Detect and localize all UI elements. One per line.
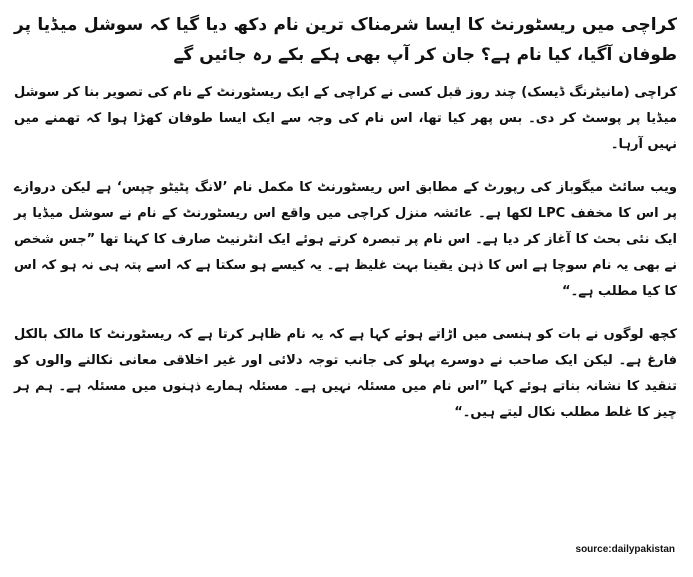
source-credit: source:dailypakistan: [575, 544, 675, 555]
article-paragraph-2: ویب سائٹ میگوباز کی رپورٹ کے مطابق اس ریسٹورنٹ کا مکمل نام ’لانگ پٹیٹو چپس‘ ہے لیکن دروازے پر اس کا مخفف LPC لکھا ہے۔ عائشہ منزل کراچی میں واقع اس ریسٹورنٹ کے نام نے سوشل میڈیا پر ایک نئی بحث کا آغاز کر دیا ہے۔ اس نام پر تبصرہ کرتے ہوئے ایک انٹرنیٹ صارف کا کہنا تھا ”جس شخص نے بھی یہ نام سوچا ہے اس کا ذہن یقینا بہت غلیظ ہے۔ یہ کیسے ہو سکتا ہے کہ اسے پتہ ہی نہ ہو کہ اس کا کیا مطلب ہے۔“: [14, 180, 677, 299]
article: [14, 10, 677, 443]
article-paragraph-1: کراچی (مانیٹرنگ ڈیسک) چند روز قبل کسی نے کراچی کے ایک ریسٹورنٹ کے نام کی تصویر بنا کر سوشل میڈیا پر پوسٹ کر دی۔ بس پھر کیا تھا، اس نام کی وجہ سے ایک ایسا طوفان کھڑا ہوا کہ تھمنے میں نہیں آرہا۔: [14, 85, 677, 152]
article-headline: کراچی میں ریسٹورنٹ کا ایسا شرمناک ترین نام دکھ دیا گیا کہ سوشل میڈیا پر طوفان آگیا، کیا نام ہے؟ جان کر آپ بھی ہکے بکے رہ جائیں گے: [14, 15, 677, 65]
article-paragraph-3: کچھ لوگوں نے بات کو ہنسی میں اڑاتے ہوئے کہا ہے کہ یہ نام ظاہر کرتا ہے کہ ریسٹورنٹ کا مالک بالکل فارغ ہے۔ لیکن ایک صاحب نے دوسرے پہلو کی جانب توجہ دلائی اور غیر اخلاقی معانی نکالنے والوں کو تنقید کا نشانہ بناتے ہوئے کہا ”اس نام میں مسئلہ نہیں ہے۔ مسئلہ ہمارے ذہنوں میں مسئلہ ہے۔ ہم ہر چیز کا غلط مطلب نکال لیتے ہیں۔“: [14, 327, 677, 420]
